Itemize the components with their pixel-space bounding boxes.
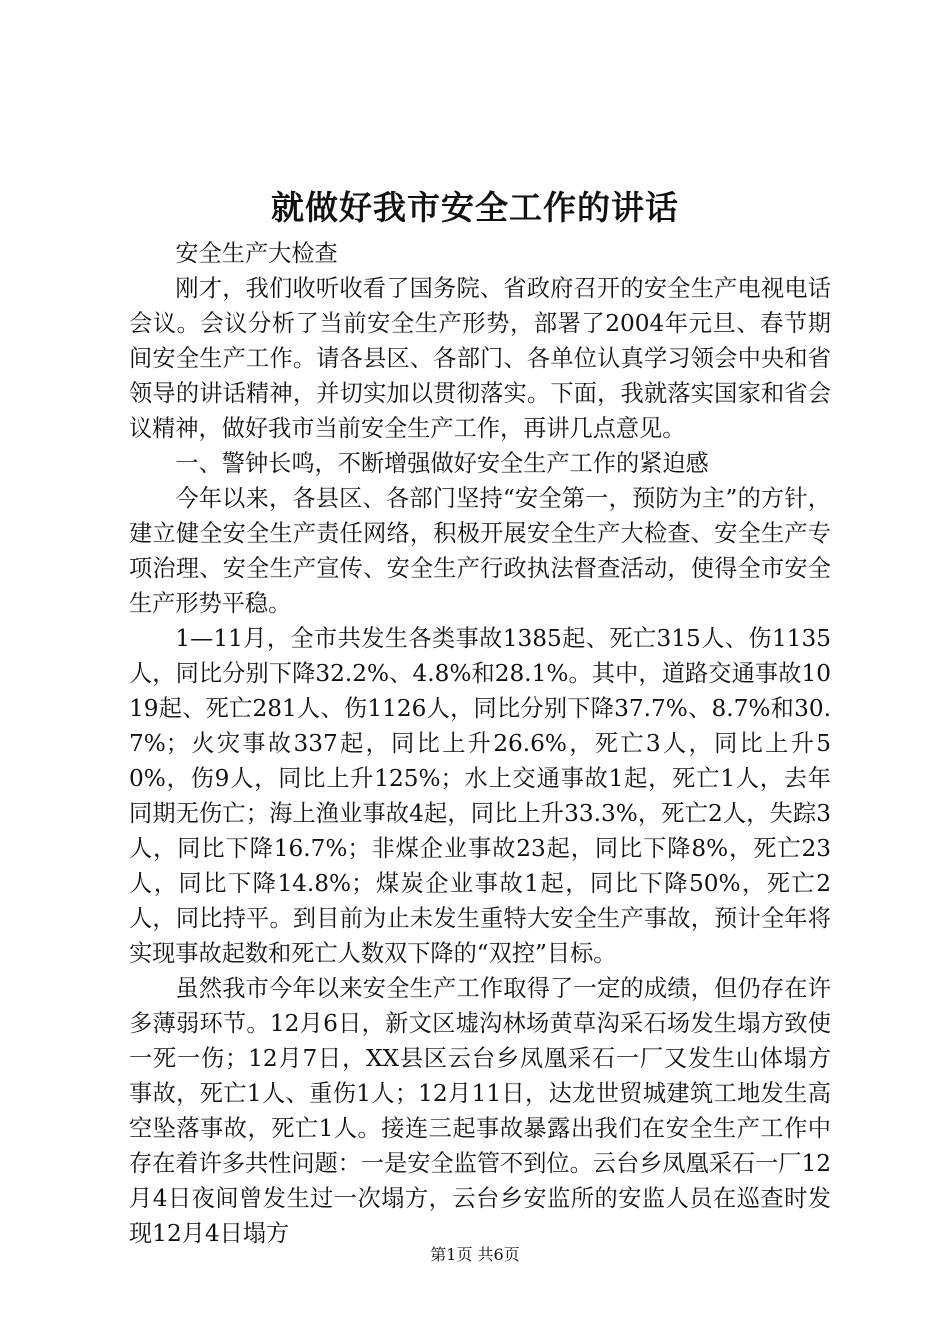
- paragraph-overview: 今年以来，各县区、各部门坚持“安全第一，预防为主”的方针，建立健全安全生产责任网络，积极开展安全生产大检查、安全生产专项治理、安全生产宣传、安全生产行政执法督查活动，使得全市安全生产形势平稳。: [129, 485, 831, 617]
- page-number: 第1页 共6页: [430, 1245, 520, 1264]
- paragraph-problems: 虽然我市今年以来安全生产工作取得了一定的成绩，但仍存在许多薄弱环节。12月6日，新文区墟沟林场黄草沟采石场发生塌方致使一死一伤；12月7日，XX县区云台乡凤凰采石一厂又发生山体塌方事故，死亡1人、重伤1人；12月11日，达龙世贸城建筑工地发生高空坠落事故，死亡1人。接连三起事故暴露出我们在安全生产工作中存在着许多共性问题：一是安全监管不到位。云台乡凤凰采石一厂12月4日夜间曾发生过一次塌方，云台乡安监所的安监人员在巡查时发现12月4日塌方: [129, 975, 831, 1247]
- paragraph-intro: 刚才，我们收听收看了国务院、省政府召开的安全生产电视电话会议。会议分析了当前安全生产形势，部署了2004年元旦、春节期间安全生产工作。请各县区、各部门、各单位认真学习领会中央和省领导的讲话精神，并切实加以贯彻落实。下面，我就落实国家和省会议精神，做好我市当前安全生产工作，再讲几点意见。: [129, 275, 831, 442]
- paragraph-subtitle: 安全生产大检查: [175, 240, 338, 267]
- document-title: 就做好我市安全工作的讲话: [271, 188, 679, 227]
- section-heading-1: 一、警钟长鸣，不断增强做好安全生产工作的紧迫感: [175, 450, 709, 477]
- document-body: [129, 236, 831, 1251]
- paragraph-statistics: 1—11月，全市共发生各类事故1385起、死亡315人、伤1135人，同比分别下降32.2%、4.8%和28.1%。其中，道路交通事故1019起、死亡281人、伤1126人，同比分别下降37.7%、8.7%和30.7%；火灾事故337起，同比上升26.6%，死亡3人，同比上升50%，伤9人，同比上升125%；水上交通事故1起，死亡1人，去年同期无伤亡；海上渔业事故4起，同比上升33.3%，死亡2人，失踪3人，同比下降16.7%；非煤企业事故23起，同比下降8%，死亡23人，同比下降14.8%；煤炭企业事故1起，同比下降50%，死亡2人，同比持平。到目前为止未发生重特大安全生产事故，预计全年将实现事故起数和死亡人数双下降的“双控”目标。: [129, 625, 831, 967]
